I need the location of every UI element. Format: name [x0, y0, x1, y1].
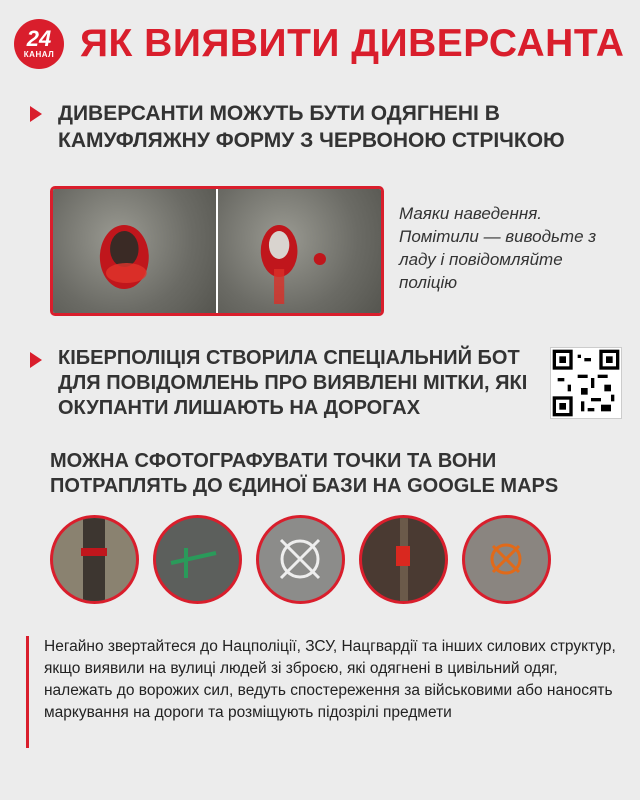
orange-cross-marking-photo: [462, 515, 551, 604]
channel-24-logo: [14, 19, 64, 69]
beacon-photo-1: [53, 189, 216, 313]
footer-warning-text: Негайно звертайтеся до Нацполіції, ЗСУ, Нацгвардії та інших силових структур, якщо виявили на вулиці людей зі зброєю, які одягнені в цивільний одяг, належать до ворожих сил, ведуть спостереження за військовими або наносять маркування на дороги та розміщують підозрілі предмети: [44, 638, 616, 721]
cyberpolice-heading: КІБЕРПОЛІЦІЯ СТВОРИЛА СПЕЦІАЛЬНИЙ БОТ ДЛЯ ПОВІДОМЛЕНЬ ПРО ВИЯВЛЕНІ МІТКИ, ЯКІ ОКУПАНТИ ЛИШАЮТЬ НА ДОРОГАХ: [58, 347, 528, 419]
beacons-caption: Маяки наведення. Помітили — виводьте з ладу і повідомляйте поліцію: [399, 204, 597, 292]
triangle-bullet-icon: [30, 352, 42, 368]
photograph-heading: МОЖНА СФОТОГРАФУВАТИ ТОЧКИ ТА ВОНИ ПОТРАПЛЯТЬ ДО ЄДИНОЇ БАЗИ НА GOOGLE MAPS: [50, 450, 559, 497]
marking-photos: [50, 515, 551, 604]
beacon-photo-2: [216, 189, 381, 313]
logo-label: КАНАЛ: [23, 50, 55, 59]
green-marking-photo: [153, 515, 242, 604]
beacon-photos: [50, 186, 384, 316]
triangle-bullet-icon: [30, 106, 42, 122]
pole-ribbon-photo: [359, 515, 448, 604]
camouflage-heading: ДИВЕРСАНТИ МОЖУТЬ БУТИ ОДЯГНЕНІ В КАМУФЛЯЖНУ ФОРМУ З ЧЕРВОНОЮ СТРІЧКОЮ: [58, 102, 565, 152]
tree-ribbon-photo: [50, 515, 139, 604]
footer-accent-bar: [26, 636, 29, 748]
crossed-circle-marking-photo: [256, 515, 345, 604]
qr-code-icon[interactable]: [550, 347, 622, 419]
logo-number: 24: [26, 26, 52, 51]
page-title: ЯК ВИЯВИТИ ДИВЕРСАНТА: [80, 22, 625, 65]
